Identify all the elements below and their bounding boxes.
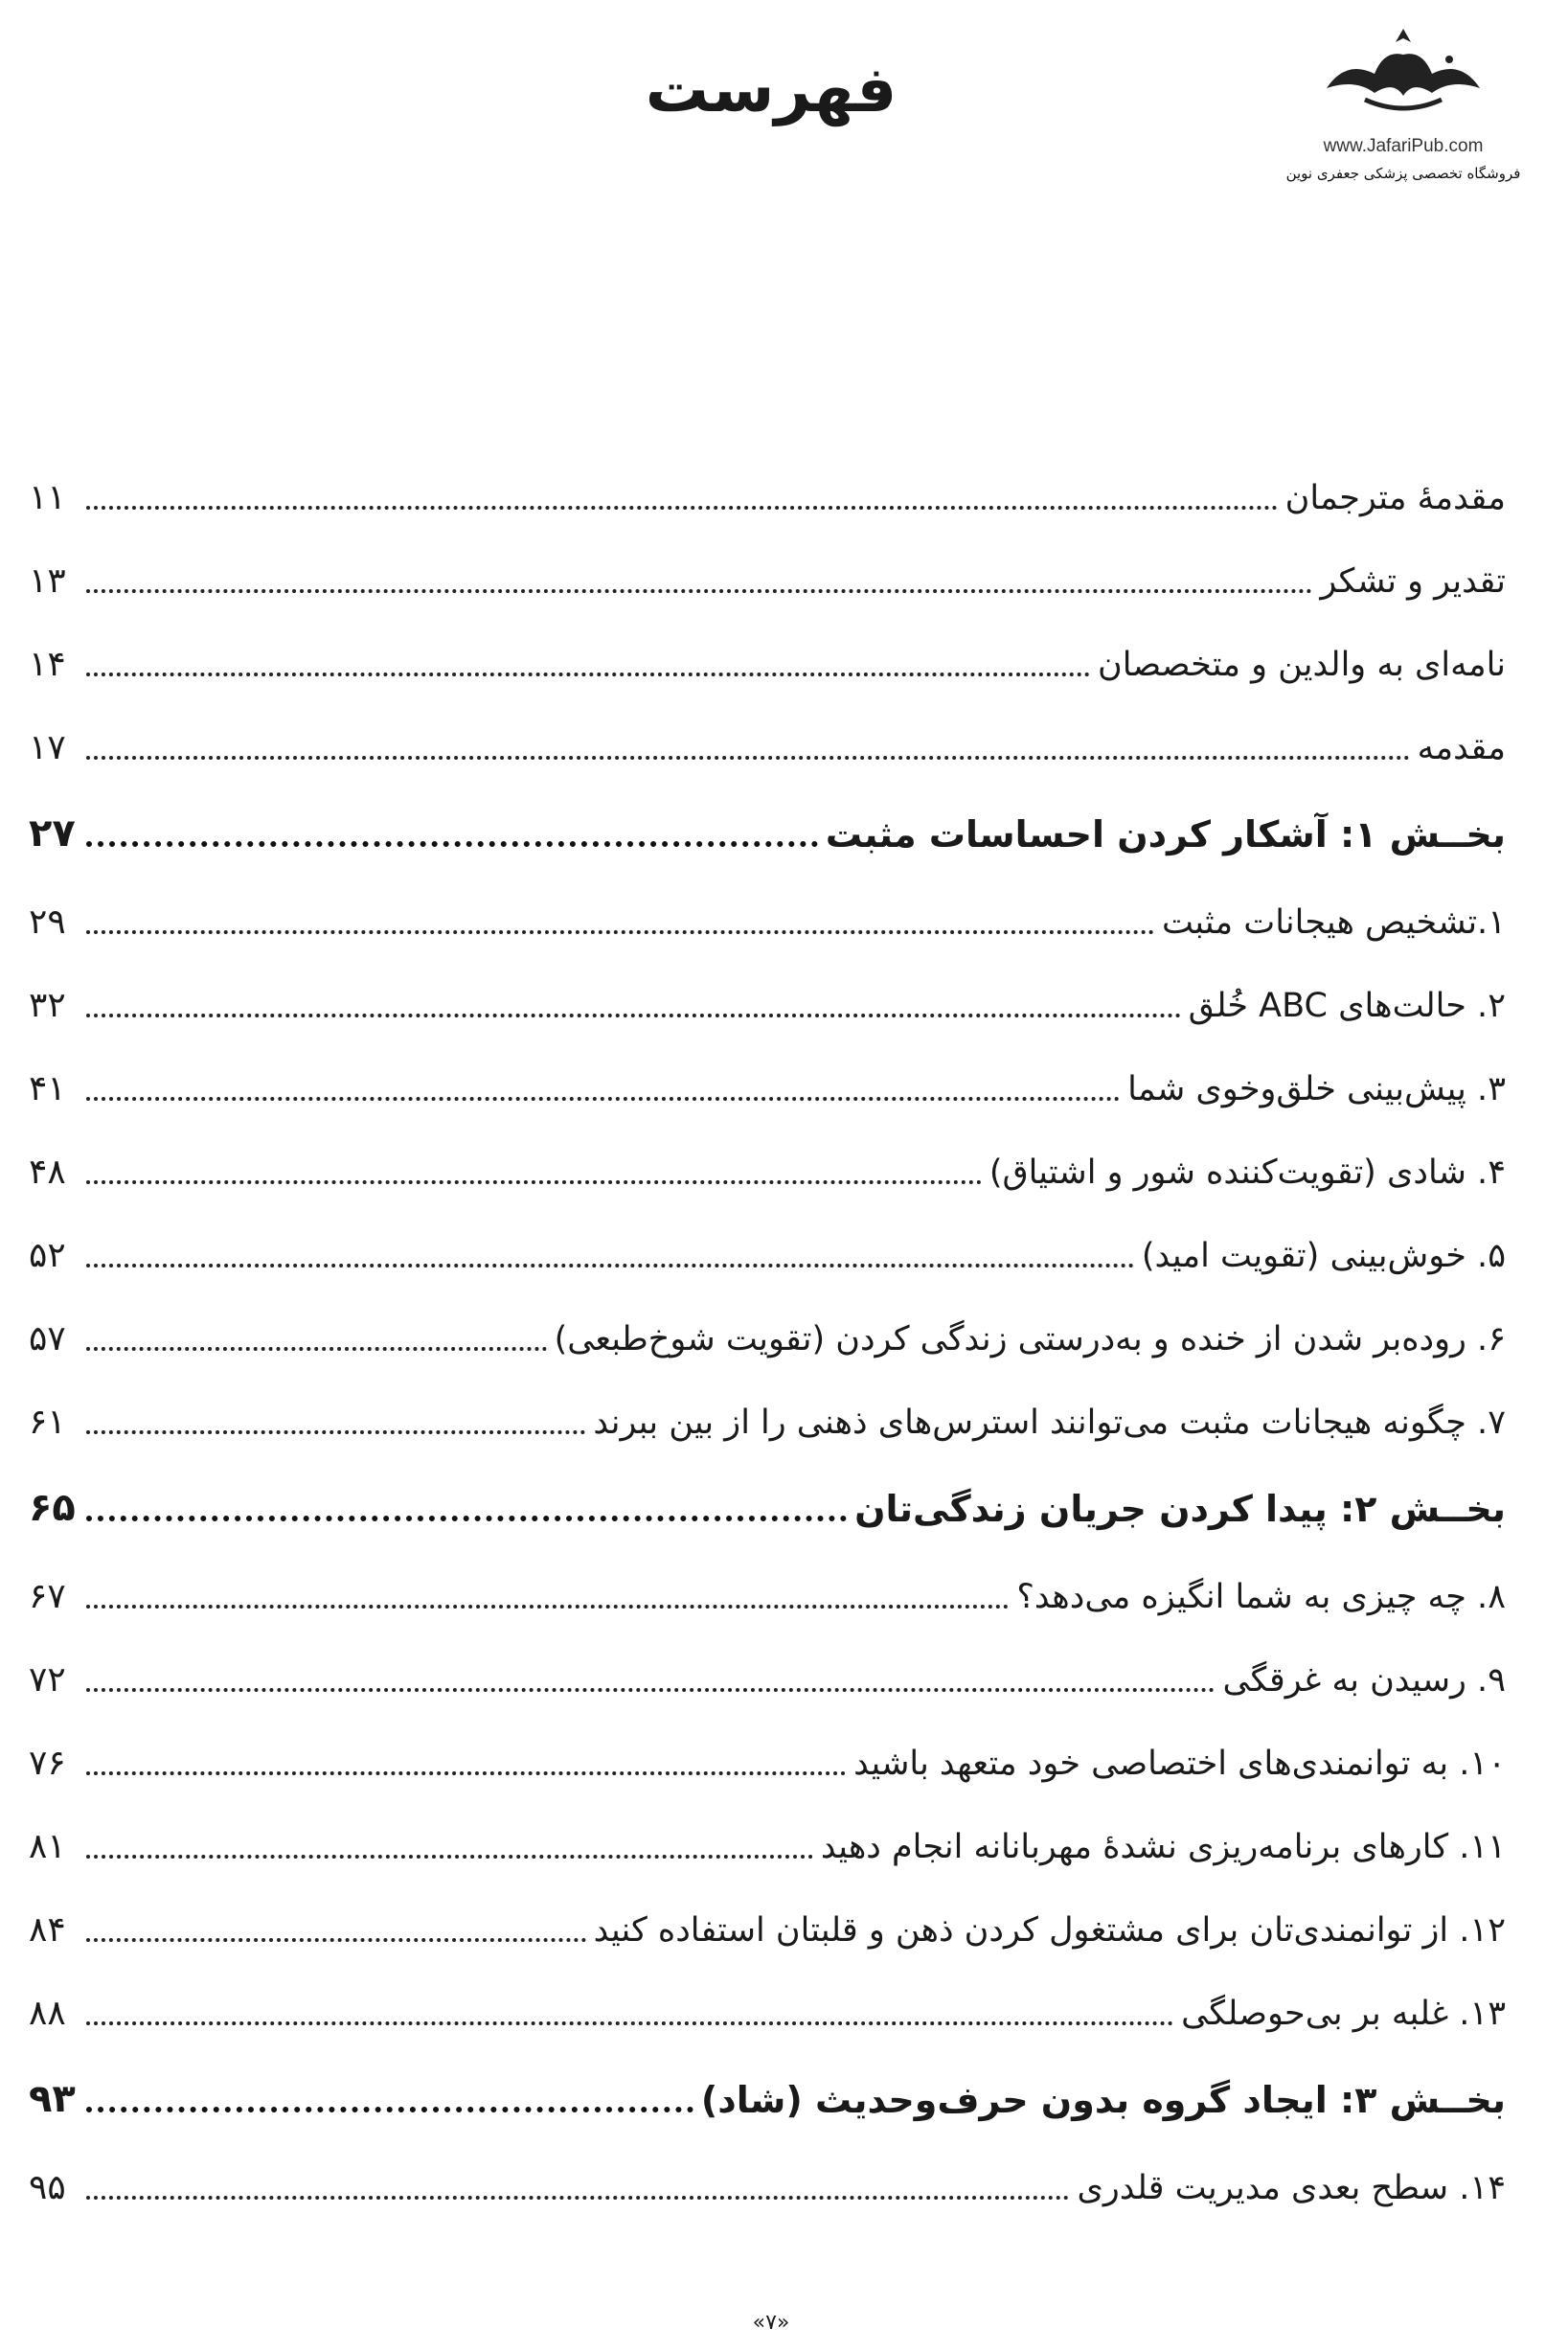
toc-page-number: ۱۱ [29,478,66,517]
toc-entry-title: ۱.تشخیص هیجانات مثبت [1161,903,1506,942]
toc-page-number: ۸۴ [29,1910,66,1950]
toc-entry [29,700,1506,767]
toc-page-number: ۵۲ [29,1236,66,1275]
toc-entry-title: ۸. چه چیزی به شما انگیزه می‌دهد؟ [1016,1578,1506,1616]
toc-dot-leader [86,1938,586,1942]
toc-dot-leader [86,1014,1181,1017]
toc-page-number: ۴۱ [29,1069,66,1108]
toc-dot-leader [86,1771,846,1775]
toc-dot-leader [86,1180,982,1184]
toc-dot-leader [86,1347,547,1351]
page-number: «۷» [752,2311,790,2335]
toc-page-number: ۲۷ [29,811,76,856]
toc-page-number: ۷۶ [29,1744,66,1783]
toc-entry-title: نامه‌ای به والدین و متخصصان [1098,646,1506,684]
toc-dot-leader [86,1855,813,1859]
toc-page-number: ۱۴ [29,645,66,684]
toc-page-number: ۸۸ [29,1994,66,2033]
toc-page-number: ۱۳ [29,561,66,601]
toc-entry [29,1883,1506,1950]
toc-entry [29,1125,1506,1192]
toc-entry [29,1549,1506,1616]
toc-entry-title: ۳. پیش‌بینی خلق‌وخوی شما [1127,1070,1506,1108]
toc-page-number: ۲۹ [29,902,66,942]
toc-entry [29,1291,1506,1358]
toc-entry-title: مقدمه [1417,729,1506,767]
toc-entry [29,875,1506,942]
toc-dot-leader [86,1688,1215,1692]
toc-dot-leader [86,1516,847,1521]
toc-entry [29,958,1506,1025]
toc-page-number: ۳۲ [29,986,66,1025]
toc-entry [29,1375,1506,1442]
toc-section-title: بخــش ۲: پیدا کردن جریان زندگی‌تان [854,1488,1506,1530]
toc-entry-title: ۱۴. سطح بعدی مدیریت قلدری [1077,2169,1506,2207]
toc-section-title: بخــش ۳: ایجاد گروه بدون حرف‌وحدیث (شاد) [700,2079,1506,2121]
toc-page-number: ۶۷ [29,1577,66,1616]
toc-page-number: ۸۱ [29,1827,66,1866]
toc-entry [29,1041,1506,1108]
toc-entry-title: ۱۲. از توانمندی‌تان برای مشتغول کردن ذهن و قلبتان استفاده کنید [593,1911,1506,1950]
toc-entry [29,1208,1506,1275]
toc-dot-leader [86,2107,693,2112]
toc-dot-leader [86,1097,1120,1101]
publisher-url: www.JafariPub.com [1323,136,1484,156]
toc-dot-leader [86,506,1278,510]
toc-section-entry [29,1462,1506,1529]
toc-entry-title: تقدیر و تشکر [1320,562,1506,601]
toc-entry [29,534,1506,601]
toc-page-number: ۹۵ [29,2168,66,2207]
toc-entry-title: ۶. روده‌بر شدن از خنده و به‌درستی زندگی کردن (تقویت شوخ‌طبعی) [554,1320,1506,1358]
page-title: فهرست [645,53,898,126]
toc-entry [29,1799,1506,1866]
toc-section-entry [29,787,1506,855]
toc-entry-title: ۱۰. به توانمندی‌های اختصاصی خود متعهد باشید [853,1745,1506,1783]
toc-entry-title: ۲. حالت‌های ABC خُلق [1188,987,1506,1025]
toc-page-number: ۴۸ [29,1153,66,1192]
toc-page-number: ۶۱ [29,1403,66,1442]
toc-page-number: ۹۳ [29,2077,76,2121]
toc-page-number: ۵۷ [29,1319,66,1358]
toc-dot-leader [86,589,1312,593]
toc-page-number: ۱۷ [29,728,66,767]
toc-dot-leader [86,841,818,847]
toc-entry-title: ۵. خوش‌بینی (تقویت امید) [1141,1237,1506,1275]
toc-dot-leader [86,1605,1009,1609]
toc-dot-leader [86,1264,1134,1267]
toc-entry [29,1966,1506,2033]
toc-entry [29,1632,1506,1700]
toc-dot-leader [86,2196,1069,2200]
toc-entry [29,450,1506,517]
toc-entry-title: ۱۱. کارهای برنامه‌ریزی نشدۀ مهربانانه انجام دهید [820,1828,1506,1866]
toc-entry-title: ۹. رسیدن به غرقگی [1222,1661,1506,1700]
publisher-tagline: فروشگاه تخصصی پزشکی جعفری نوین [1285,165,1521,182]
toc-entry-title: ۷. چگونه هیجانات مثبت می‌توانند استرس‌های ذهنی را از بین ببرند [593,1404,1506,1442]
toc-section-title: بخــش ۱: آشکار کردن احساسات مثبت [825,813,1506,856]
toc-section-entry [29,2053,1506,2120]
toc-dot-leader [86,930,1154,934]
toc-entry-title: مقدمۀ مترجمان [1284,479,1506,517]
toc-entry [29,617,1506,684]
toc-page-number: ۶۵ [29,1486,76,1530]
toc-entry [29,2140,1506,2207]
toc-dot-leader [86,1430,585,1434]
toc-dot-leader [86,756,1410,760]
toc-entry [29,1716,1506,1783]
toc-entry-title: ۴. شادی (تقویت‌کننده شور و اشتیاق) [989,1153,1506,1192]
toc-entry-title: ۱۳. غلبه بر بی‌حوصلگی [1181,1995,1506,2033]
toc-dot-leader [86,673,1090,676]
toc-dot-leader [86,2021,1173,2025]
toc-page-number: ۷۲ [29,1660,66,1700]
